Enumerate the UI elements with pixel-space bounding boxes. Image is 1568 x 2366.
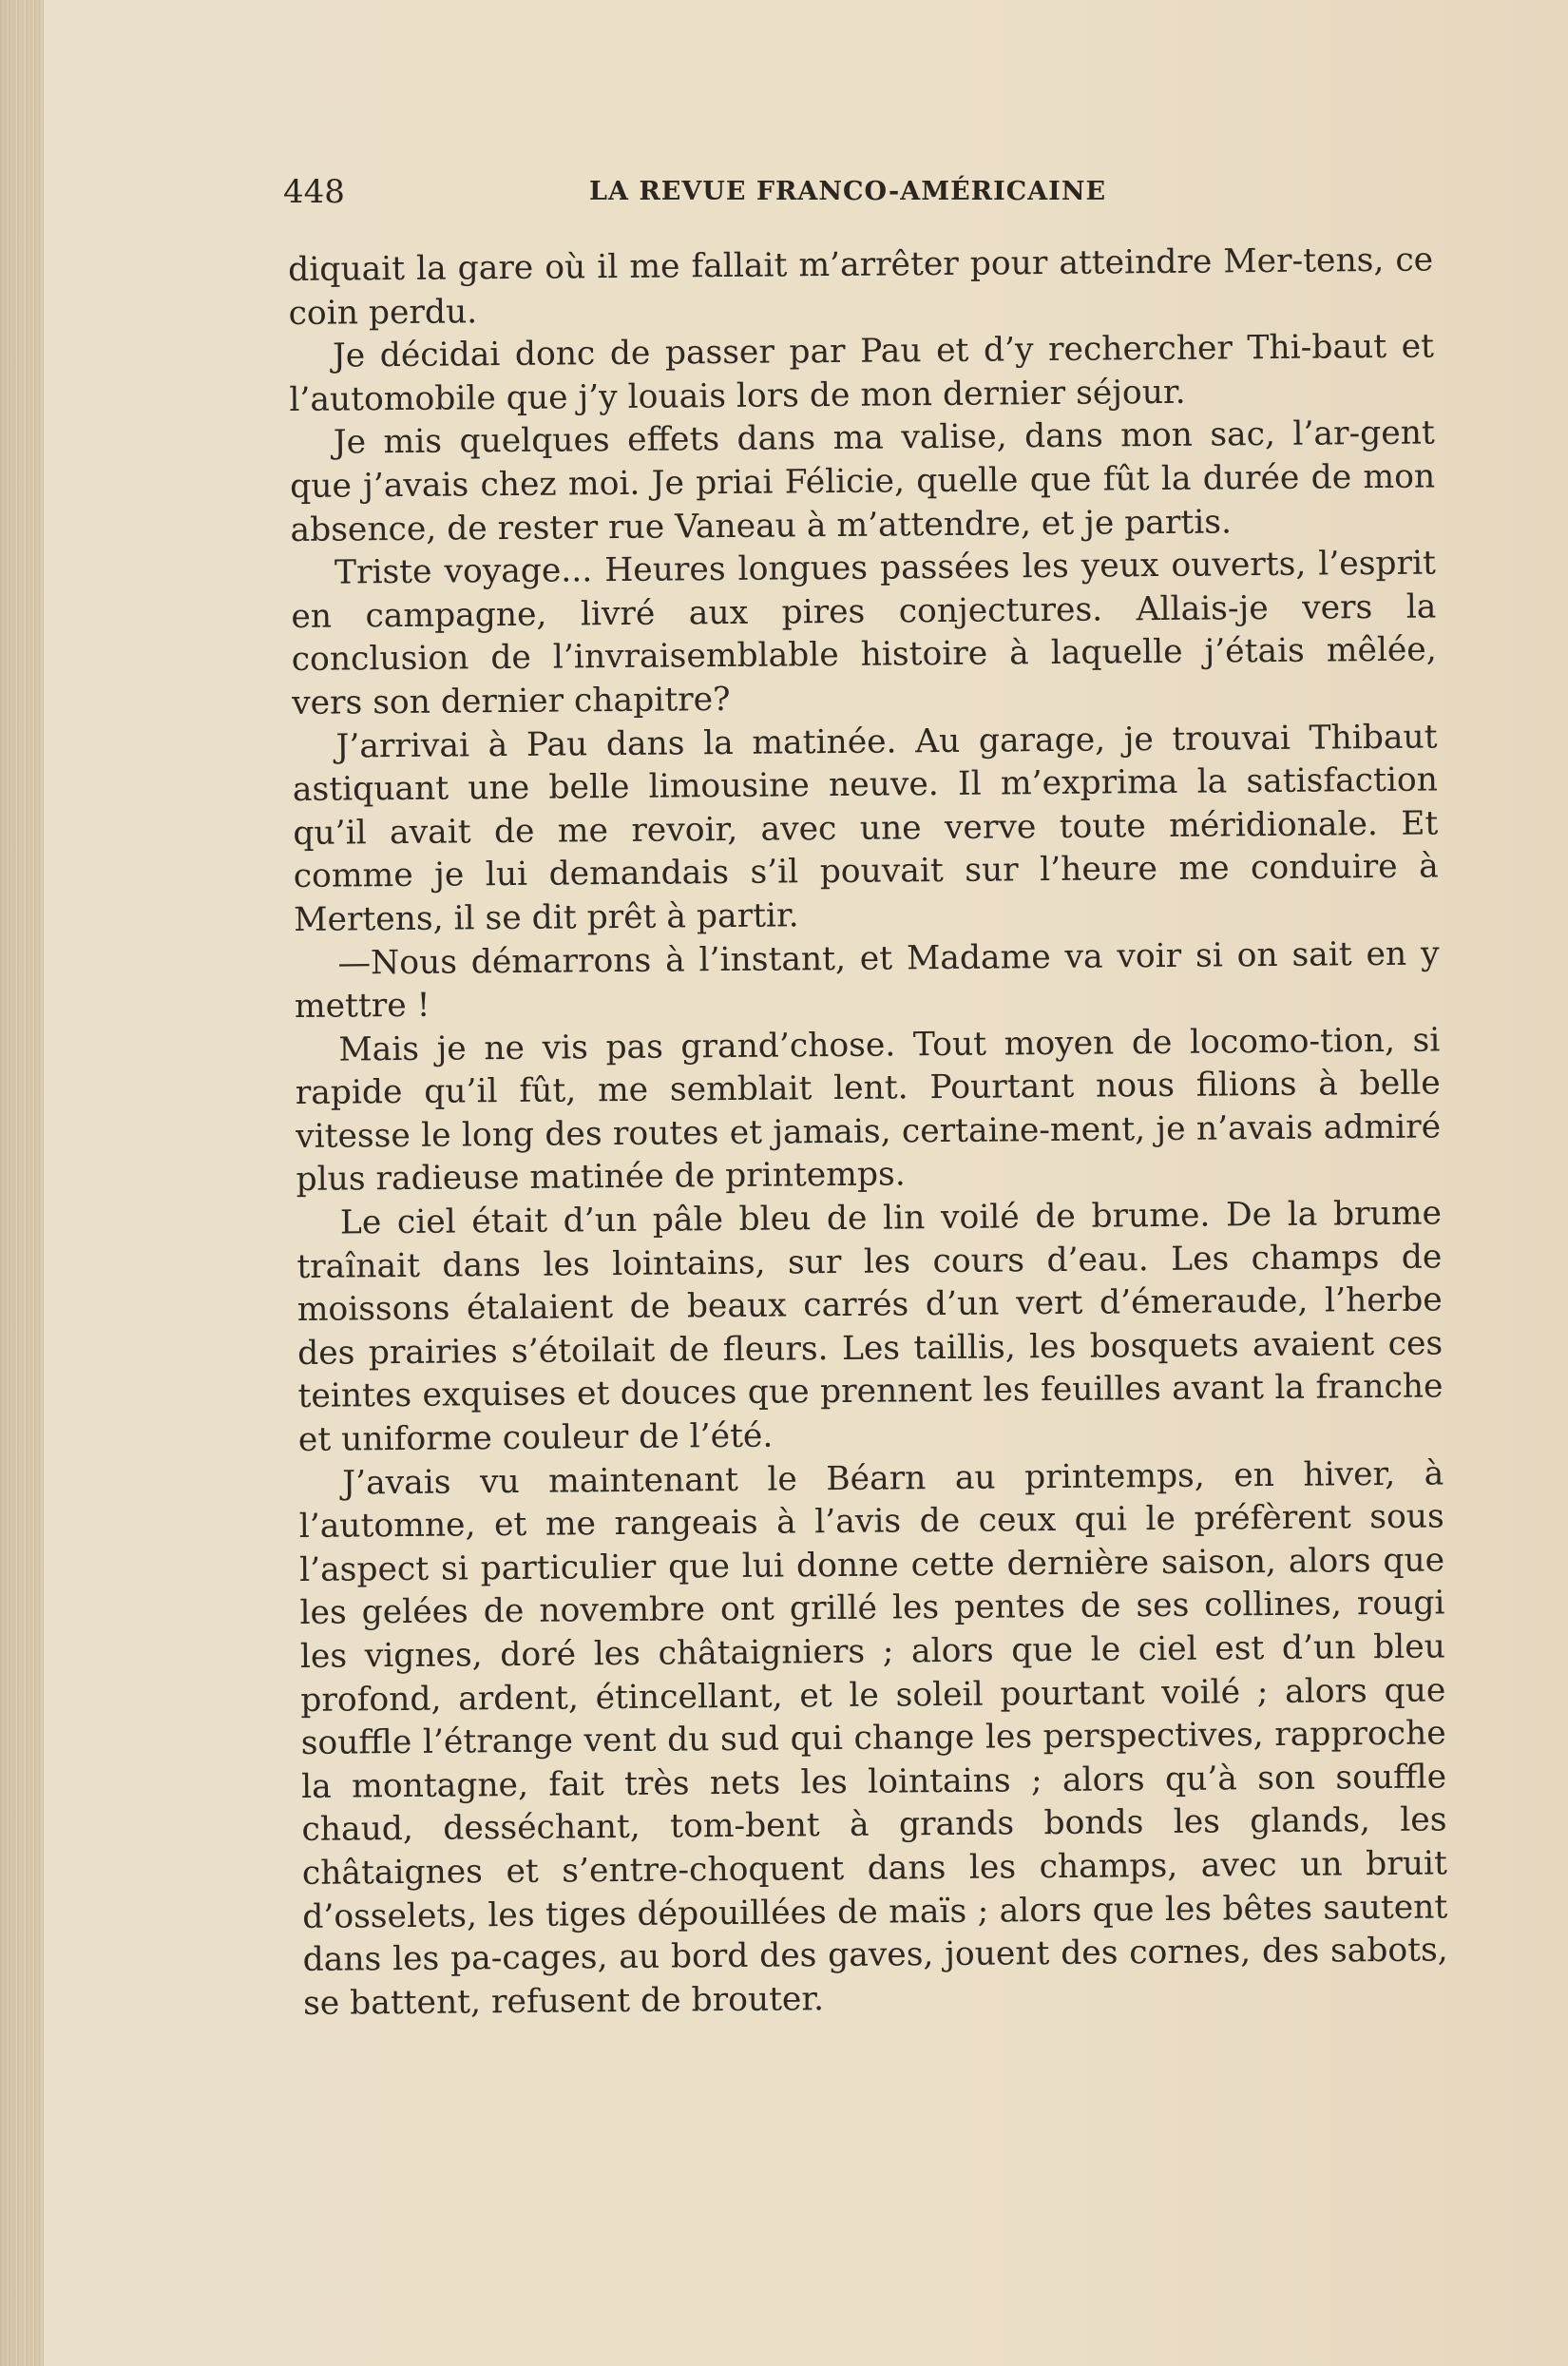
journal-title: LA REVUE FRANCO-AMÉRICAINE (589, 177, 1107, 206)
paragraph-1: diquait la gare où il me fallait m’arrêter pour atteindre Mer-tens, ce coin perdu. (288, 240, 1434, 333)
running-head (283, 169, 1433, 217)
paragraph-3: Je mis quelques effets dans ma valise, dans mon sac, l’ar-gent que j’avais chez moi. Je priai Félicie, quelle que fût la durée de mon absence, de rester rue Vaneau à m’attendre, et je partis. (290, 414, 1436, 549)
book-binding-edge (0, 0, 44, 2366)
paragraph-7: Mais je ne vis pas grand’chose. Tout moyen de locomo-tion, si rapide qu’il fût, me semblait lent. Pourtant nous filions à belle vitesse le long des routes et jamais, certaine-ment, je n’avais admiré plus radieuse matinée de printemps. (295, 1021, 1442, 1200)
paragraph-2: Je décidai donc de passer par Pau et d’y rechercher Thi-baut et l’automobile que j’y louais lors de mon dernier séjour. (289, 327, 1435, 419)
page-number: 448 (283, 173, 345, 211)
paragraph-5: J’arrivai à Pau dans la matinée. Au garage, je trouvai Thibaut astiquant une belle limousine neuve. Il m’exprima la satisfaction qu’il avait de me revoir, avec une verve toute méridionale. Et comme je lui demandais s’il pouvait sur l’heure me conduire à Mertens, il se dit prêt à partir. (292, 717, 1439, 939)
body-text (288, 239, 1448, 2026)
paragraph-4: Triste voyage... Heures longues passées les yeux ouverts, l’esprit en campagne, livré aux pires conjectures. Allais-je vers la conclusion de l’invraisemblable histoire à laquelle j’étais mêlée, vers son dernier chapitre? (291, 544, 1437, 722)
paragraph-6: —Nous démarrons à l’instant, et Madame va voir si on sait en y mettre ! (294, 933, 1440, 1027)
paragraph-9: J’avais vu maintenant le Béarn au printemps, en hiver, à l’automne, et me rangeais à l’avis de ceux qui le préfèrent sous l’aspect si particulier que lui donne cette dernière saison, alors que les gelées de novembre ont grillé les pentes de ses collines, rougi les vignes, doré les châtaigniers ; alors que le ciel est d’un bleu profond, ardent, étincellant, et le soleil pourtant voilé ; alors que souffle l’étrange vent du sud qui change les perspectives, rapproche la montagne, fait très nets les lointains ; alors qu’à son souffle chaud, desséchant, tom-bent à grands bonds les glands, les châtaignes et s’entre-choquent dans les champs, avec un bruit d’osselets, les tiges dépouillées de maïs ; alors que les bêtes sautent dans les pa-cages, au bord des gaves, jouent des cornes, des sabots, se battent, refusent de brouter. (298, 1454, 1448, 2023)
paragraph-8: Le ciel était d’un pâle bleu de lin voilé de brume. De la brume traînait dans les lointains, sur les cours d’eau. Les champs de moissons étalaient de beaux carrés d’un vert d’émeraude, l’herbe des prairies s’étoilait de fleurs. Les taillis, les bosquets avaient ces teintes exquises et douces que prennent les feuilles avant la franche et uniforme couleur de l’été. (296, 1194, 1444, 1459)
